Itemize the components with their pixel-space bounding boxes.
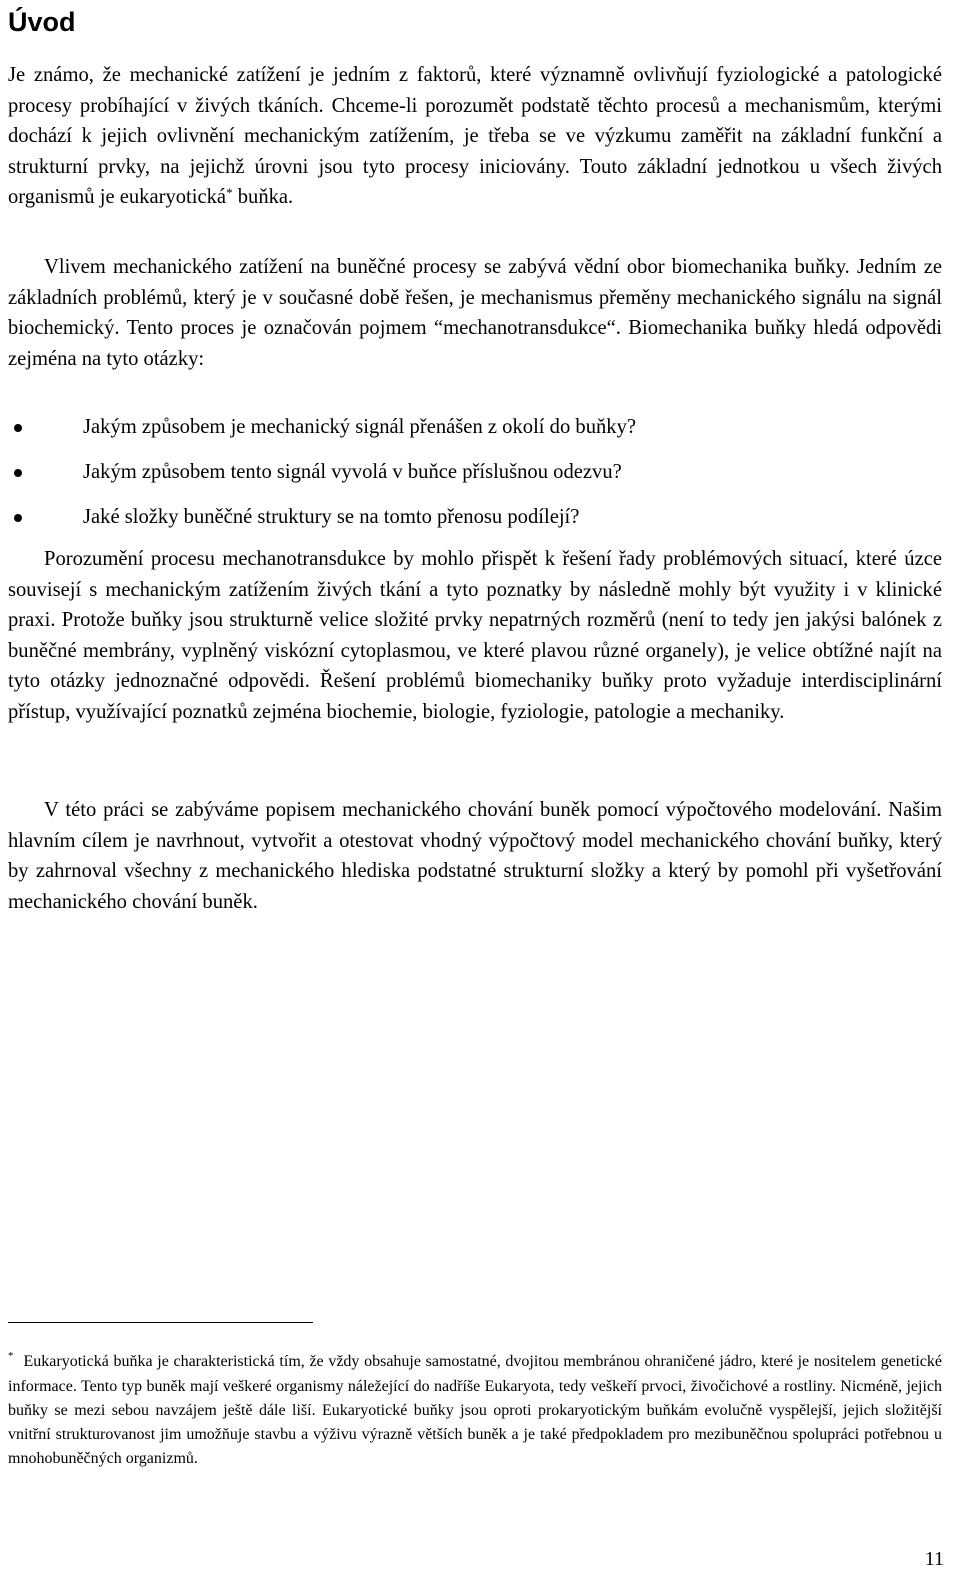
footnote-reference: * — [226, 185, 233, 200]
page-number: 11 — [924, 1548, 944, 1570]
bullet-icon — [14, 514, 22, 522]
question-text: Jaké složky buněčné struktury se na tomto přenosu podílejí? — [83, 506, 580, 528]
question-text: Jakým způsobem tento signál vyvolá v buňce příslušnou odezvu? — [83, 461, 622, 483]
bullet-icon — [14, 424, 22, 432]
footnote-text: Eukaryotická buňka je charakteristická tím, že vždy obsahuje samostatné, dvojitou membránou ohraničené jádro, které je nositelem genetické informace. Tento typ buněk mají veškeré organismy náležející do nadříše Eukaryota, tedy veškeří prvoci, živočichové a rostliny. Nicméně, jejich buňky se mezi sebou navzájem ještě dále liší. Eukaryotické buňky jsou oproti prokaryotickým buňkám evolučně vyspělejší, jejich složitější vnitřní strukturovanost jim umožňuje stavbu a výživu výrazně větších buněk a je také předpokladem pro mezibuněčnou spolupráci potřebnou u mnohobuněčných organizmů. — [8, 1353, 942, 1467]
question-text: Jakým způsobem je mechanický signál přenášen z okolí do buňky? — [83, 416, 637, 438]
list-item — [8, 502, 942, 533]
paragraph-intro-text: Je známo, že mechanické zatížení je jedním z faktorů, které významně ovlivňují fyziologické a patologické procesy probíhající v živých tkáních. Chceme-li porozumět podstatě těchto procesů a mechanismům, kterými dochází k jejich ovlivnění mechanickým zatížením, je třeba se ve výzkumu zaměřit na základní funkční a strukturní prvky, na jejichž úrovni jsou tyto procesy iniciovány. Touto základní jednotkou u všech živých organismů je eukaryotická — [8, 64, 942, 208]
list-item — [8, 457, 942, 488]
paragraph-mechanotransduction: Porozumění procesu mechanotransdukce by mohlo přispět k řešení řady problémových situací, které úzce souvisejí s mechanickým zatížením živých tkání a tyto poznatky by následně mohly být využity i v klinické praxi. Protože buňky jsou strukturně velice složité prvky nepatrných rozměrů (není to tedy jen jakýsi balónek z buněčné membrány, vyplněný viskózní cytoplasmou, ve které plavou různé organely), je velice obtížné najít na tyto otázky jednoznačné odpovědi. Řešení problémů biomechaniky buňky proto vyžaduje interdisciplinární přístup, využívající poznatků zejména biochemie, biologie, fyziologie, patologie a mechaniky. — [8, 548, 942, 723]
footnote-mark: * — [8, 1350, 14, 1362]
paragraph-intro — [8, 60, 942, 213]
footnote-divider — [8, 1322, 313, 1323]
paragraph-intro-tail: buňka. — [232, 186, 294, 208]
section-heading: Úvod — [8, 7, 76, 37]
bullet-icon — [14, 469, 22, 477]
question-list — [8, 412, 942, 547]
paragraph-thesis-aim: V této práci se zabýváme popisem mechanického chování buněk pomocí výpočtového modelování. Našim hlavním cílem je navrhnout, vytvořit a otestovat vhodný výpočtový model mechanického chování buňky, který by zahrnoval všechny z mechanického hlediska podstatné strukturní složky a který by pomohl při vyšetřování mechanického chování buněk. — [8, 799, 942, 913]
paragraph-biomechanics: Vlivem mechanického zatížení na buněčné procesy se zabývá vědní obor biomechanika buňky. Jedním ze základních problémů, který je v současné době řešen, je mechanismus přeměny mechanického signálu na signál biochemický. Tento proces je označován pojmem “mechanotransdukce“. Biomechanika buňky hledá odpovědi zejména na tyto otázky: — [8, 256, 942, 370]
footnote — [8, 1350, 942, 1471]
list-item — [8, 412, 942, 443]
